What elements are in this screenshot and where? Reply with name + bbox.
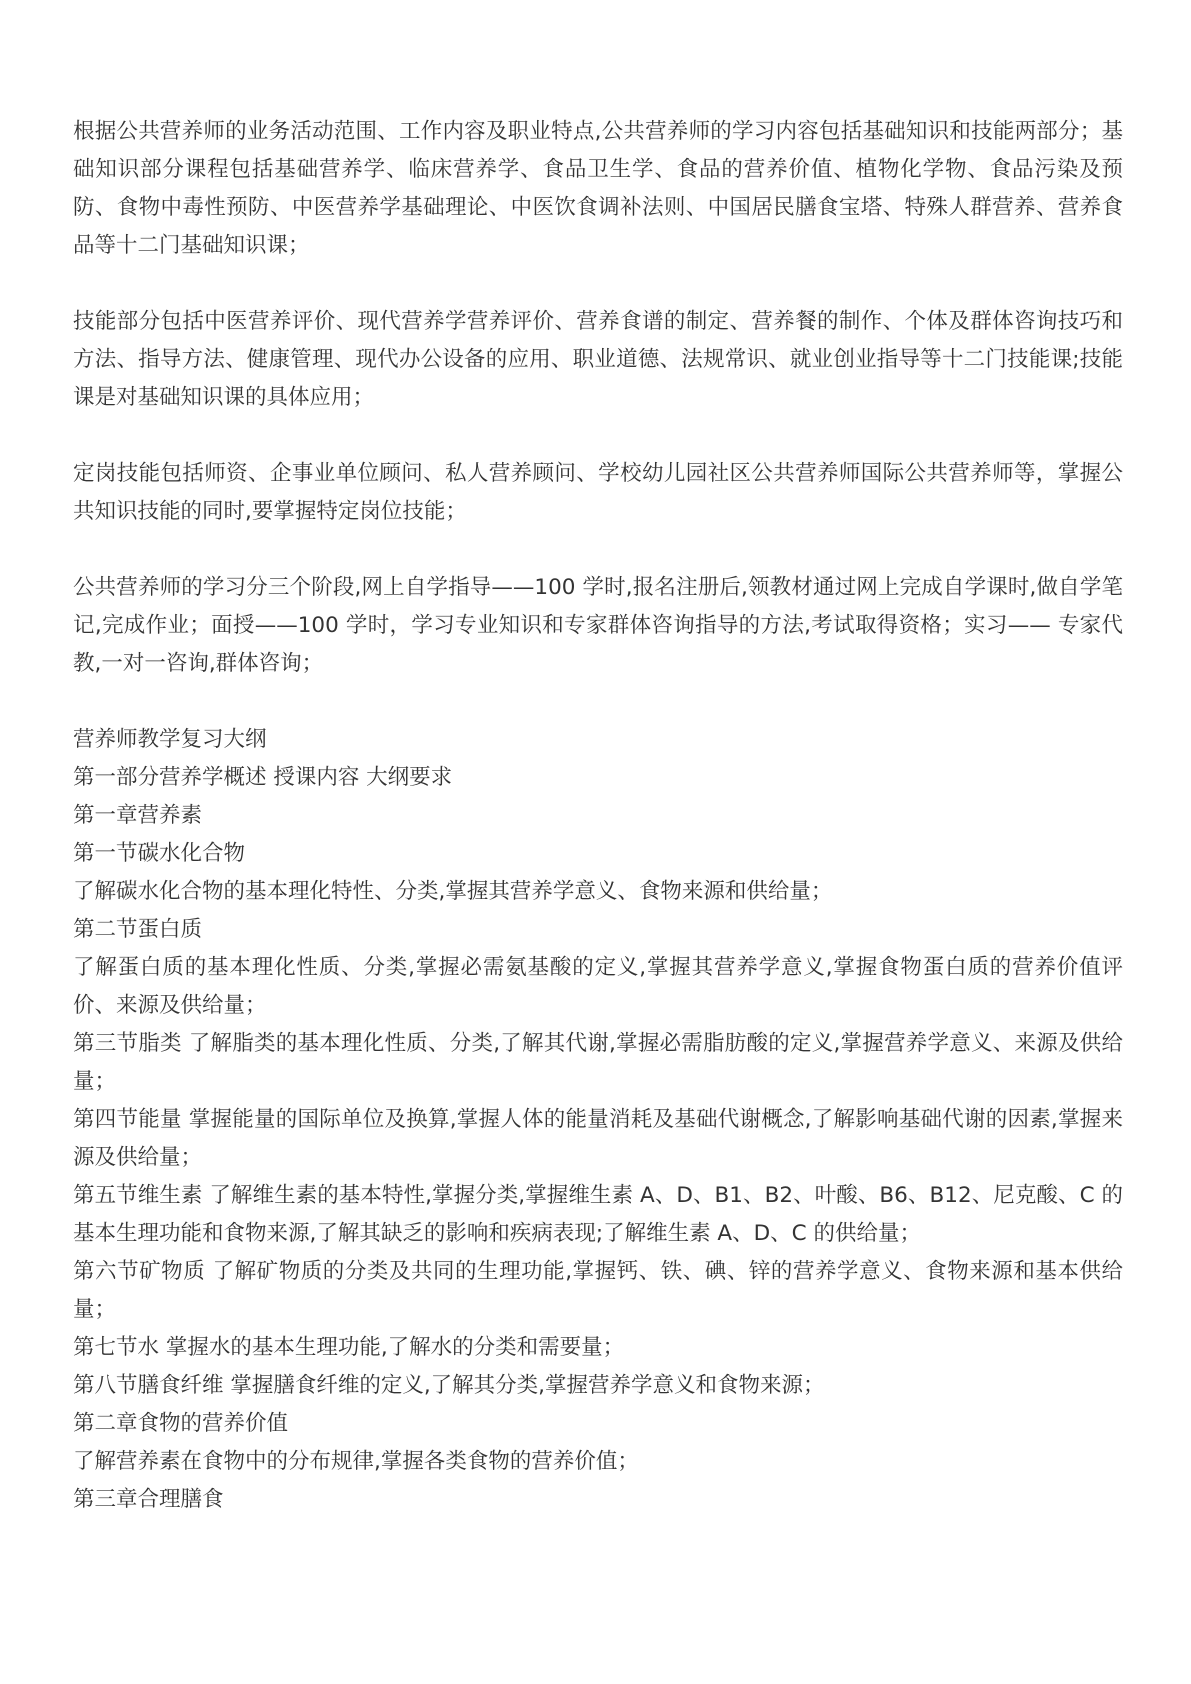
outline-requirement: 了解营养素在食物中的分布规律,掌握各类食物的营养价值； — [73, 1449, 639, 1474]
outline-title: 营养师教学复习大纲 — [73, 727, 267, 752]
paragraph-stages: 公共营养师的学习分三个阶段,网上自学指导——100 学时,报名注册后,领教材通过网上完成自学课时,做自学笔记,完成作业；面授——100 学时，学习专业知识和专家群体咨询指导的方法,考试取得资格；实习—— 专家代教,一对一咨询,群体咨询； — [73, 575, 1123, 676]
outline-section-item: 第三节脂类 了解脂类的基本理化性质、分类,了解其代谢,掌握必需脂肪酸的定义,掌握营养学意义、来源及供给量； — [73, 1031, 1123, 1094]
outline-chapter-heading: 第三章合理膳食 — [73, 1487, 224, 1512]
outline-section-item: 第七节水 掌握水的基本生理功能,了解水的分类和需要量； — [73, 1335, 625, 1360]
outline-section-heading: 第二节蛋白质 — [73, 917, 203, 942]
outline-section-item: 第六节矿物质 了解矿物质的分类及共同的生理功能,掌握钙、铁、碘、锌的营养学意义、食物来源和基本供给量； — [73, 1259, 1123, 1322]
document-page — [73, 113, 1123, 1519]
outline-chapter-heading: 第二章食物的营养价值 — [73, 1411, 289, 1436]
outline-section-heading: 第一节碳水化合物 — [73, 841, 246, 866]
paragraph-positions: 定岗技能包括师资、企事业单位顾问、私人营养顾问、学校幼儿园社区公共营养师国际公共营养师等，掌握公共知识技能的同时,要掌握特定岗位技能； — [73, 461, 1123, 524]
outline-section-item: 第八节膳食纤维 掌握膳食纤维的定义,了解其分类,掌握营养学意义和食物来源； — [73, 1373, 825, 1398]
paragraph-skills: 技能部分包括中医营养评价、现代营养学营养评价、营养食谱的制定、营养餐的制作、个体及群体咨询技巧和方法、指导方法、健康管理、现代办公设备的应用、职业道德、法规常识、就业创业指导等十二门技能课;技能课是对基础知识课的具体应用； — [73, 309, 1123, 410]
outline-section-item: 第四节能量 掌握能量的国际单位及换算,掌握人体的能量消耗及基础代谢概念,了解影响基础代谢的因素,掌握来源及供给量； — [73, 1107, 1123, 1170]
outline-part-heading: 第一部分营养学概述 授课内容 大纲要求 — [73, 765, 453, 790]
outline-requirement: 了解碳水化合物的基本理化特性、分类,掌握其营养学意义、食物来源和供给量； — [73, 879, 833, 904]
outline-section-item: 第五节维生素 了解维生素的基本特性,掌握分类,掌握维生素 A、D、B1、B2、叶酸、B6、B12、尼克酸、C 的基本生理功能和食物来源,了解其缺乏的影响和疾病表现;了解维生素 A、D、C 的供给量； — [73, 1183, 1123, 1246]
outline-chapter-heading: 第一章营养素 — [73, 803, 203, 828]
outline-requirement: 了解蛋白质的基本理化性质、分类,掌握必需氨基酸的定义,掌握其营养学意义,掌握食物蛋白质的营养价值评价、来源及供给量； — [73, 955, 1123, 1018]
paragraph-curriculum: 根据公共营养师的业务活动范围、工作内容及职业特点,公共营养师的学习内容包括基础知识和技能两部分；基础知识部分课程包括基础营养学、临床营养学、食品卫生学、食品的营养价值、植物化学物、食品污染及预防、食物中毒性预防、中医营养学基础理论、中医饮食调补法则、中国居民膳食宝塔、特殊人群营养、营养食品等十二门基础知识课； — [73, 119, 1123, 258]
syllabus-outline — [73, 721, 1123, 1519]
